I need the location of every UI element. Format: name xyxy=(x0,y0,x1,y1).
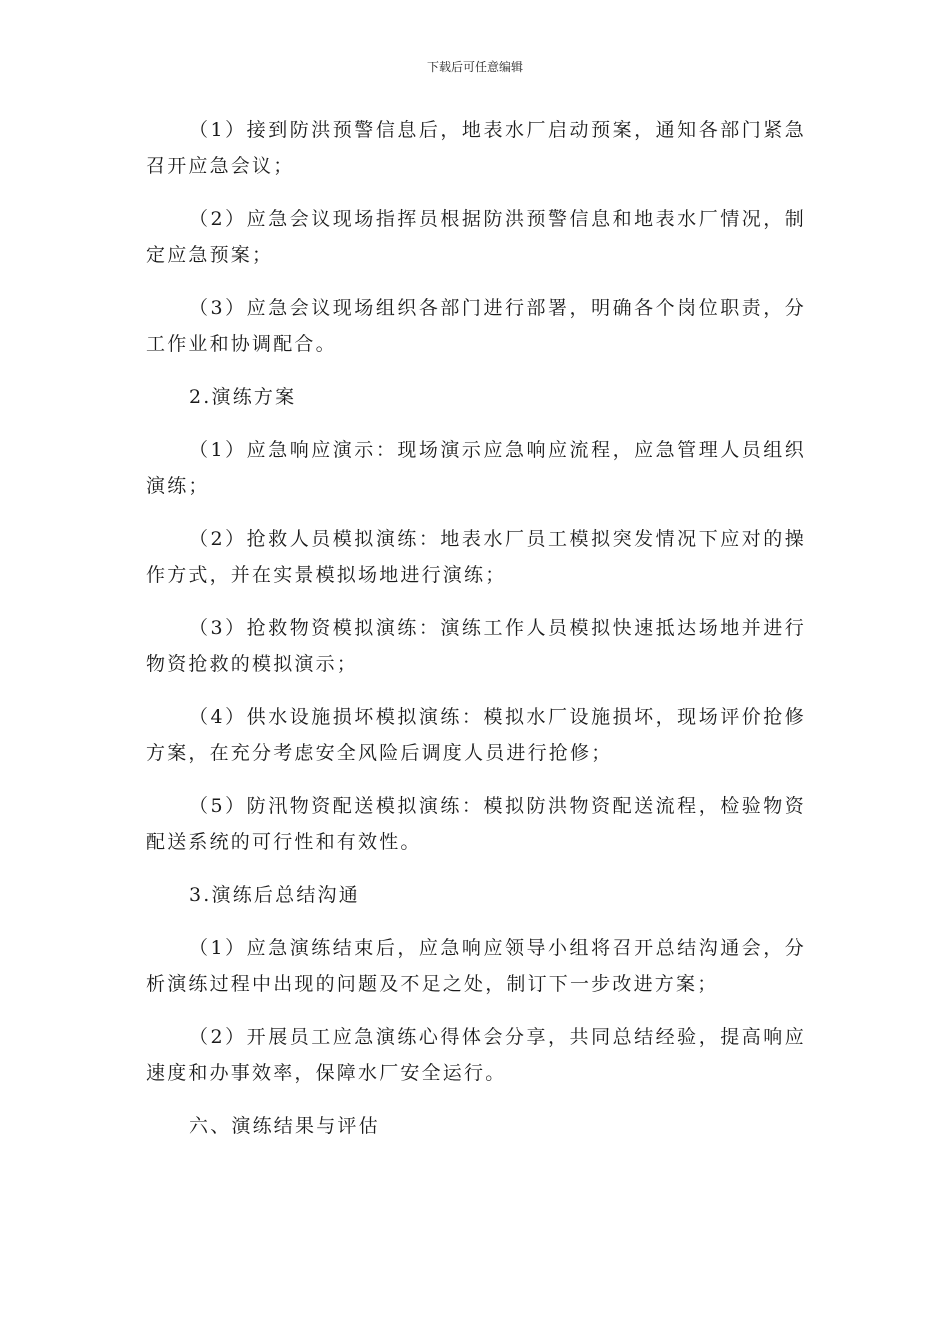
document-body xyxy=(146,112,806,1161)
paragraph: （1）接到防洪预警信息后，地表水厂启动预案，通知各部门紧急召开应急会议； xyxy=(146,119,806,177)
section-heading: 3.演练后总结沟通 xyxy=(189,884,360,906)
paragraph: （3）抢救物资模拟演练：演练工作人员模拟快速抵达场地并进行物资抢救的模拟演示； xyxy=(146,617,806,675)
paragraph: （4）供水设施损坏模拟演练：模拟水厂设施损坏，现场评价抢修方案，在充分考虑安全风险后调度人员进行抢修； xyxy=(146,706,806,764)
paragraph: （2）抢救人员模拟演练：地表水厂员工模拟突发情况下应对的操作方式，并在实景模拟场地进行演练； xyxy=(146,528,806,586)
paragraph: （5）防汛物资配送模拟演练：模拟防洪物资配送流程，检验物资配送系统的可行性和有效性。 xyxy=(146,795,806,853)
paragraph: （3）应急会议现场组织各部门进行部署，明确各个岗位职责，分工作业和协调配合。 xyxy=(146,297,806,355)
paragraph: （2）应急会议现场指挥员根据防洪预警信息和地表水厂情况，制定应急预案； xyxy=(146,208,806,266)
section-heading: 六、演练结果与评估 xyxy=(189,1115,380,1137)
page-header: 下载后可任意编辑 xyxy=(426,60,523,74)
paragraph: （1）应急演练结束后，应急响应领导小组将召开总结沟通会，分析演练过程中出现的问题及不足之处，制订下一步改进方案； xyxy=(146,937,806,995)
section-heading: 2.演练方案 xyxy=(189,386,297,408)
paragraph: （1）应急响应演示：现场演示应急响应流程，应急管理人员组织演练； xyxy=(146,439,806,497)
paragraph: （2）开展员工应急演练心得体会分享，共同总结经验，提高响应速度和办事效率，保障水厂安全运行。 xyxy=(146,1026,806,1084)
